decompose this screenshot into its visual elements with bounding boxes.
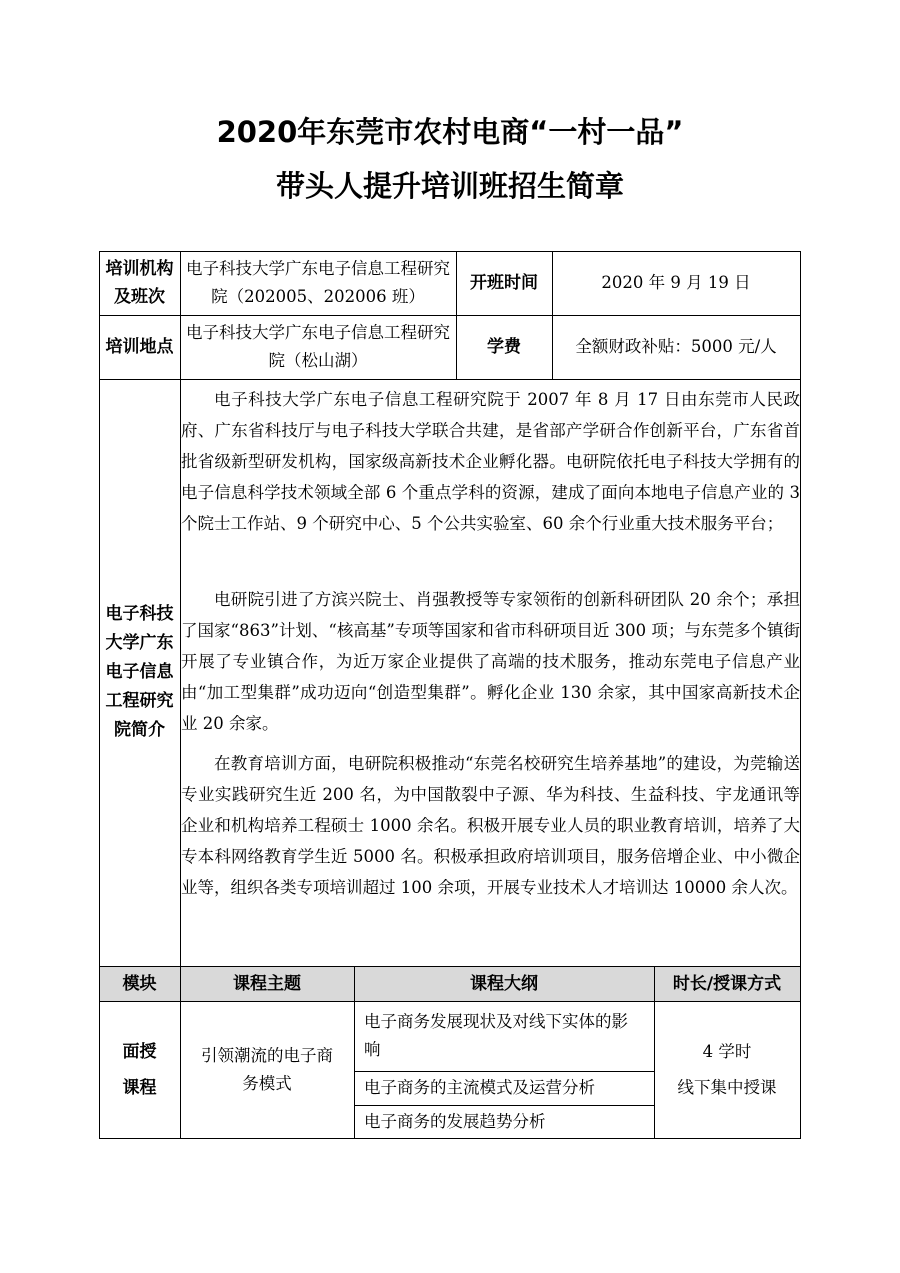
module-cell: 面授课程 bbox=[122, 1041, 157, 1098]
start-time-value: 2020 年 9 月 19 日 bbox=[601, 273, 751, 292]
border-outline-1 bbox=[354, 1071, 654, 1072]
intro-label: 电子科技大学广东电子信息工程研究院简介 bbox=[105, 604, 174, 740]
topic-cell: 引领潮流的电子商务模式 bbox=[201, 1045, 333, 1093]
location-label: 培训地点 bbox=[105, 337, 174, 357]
border-col2-course bbox=[354, 966, 355, 1139]
border-left bbox=[99, 251, 100, 1139]
header-outline: 课程大纲 bbox=[470, 973, 538, 994]
border-intro bbox=[99, 966, 801, 967]
border-col3-course bbox=[654, 966, 655, 1139]
border-row2 bbox=[99, 379, 801, 380]
duration-cell bbox=[654, 1001, 800, 1138]
header-module: 模块 bbox=[122, 973, 157, 994]
border-col1 bbox=[180, 251, 181, 1139]
border-row1 bbox=[99, 315, 801, 316]
outline-item-3: 电子商务的发展趋势分析 bbox=[364, 1111, 546, 1131]
intro-paragraph-2: 电研院引进了方滨兴院士、肖强教授等专家领衔的创新科研团队 20 余个；承担了国家“863”计划、“核高基”专项等国家和省市科研项目近 300 项；与东莞多个镇街开展了专业镇合作，为近万家企业提供了高端的技术服务，推动东莞电子信息产业由“加工型集群”成功迈向“创造型集群”。孵化企业 130 余家，其中国家高新技术企业 20 余家。 bbox=[181, 590, 800, 733]
border-col2-info bbox=[456, 251, 457, 379]
title-line-2: 带头人提升培训班招生简章 bbox=[275, 169, 624, 203]
institution-label: 培训机构及班次 bbox=[105, 259, 174, 307]
border-outline-2 bbox=[354, 1105, 654, 1106]
location-value: 电子科技大学广东电子信息工程研究院（松山湖） bbox=[186, 323, 450, 370]
fee-label: 学费 bbox=[487, 337, 521, 357]
outline-item-2: 电子商务的主流模式及运营分析 bbox=[364, 1078, 595, 1097]
border-top bbox=[99, 251, 801, 252]
fee-value: 全额财政补贴：5000 元/人 bbox=[575, 337, 777, 356]
border-bottom bbox=[99, 1138, 801, 1139]
border-col3-info bbox=[552, 251, 553, 379]
intro-paragraph-3: 在教育培训方面，电研院积极推动“东莞名校研究生培养基地”的建设，为莞输送专业实践研究生近 200 名，为中国散裂中子源、华为科技、生益科技、宇龙通讯等企业和机构培养工程硕士 1000 余名。积极开展专业人员的职业教育培训，培养了大专本科网络教育学生近 5000 名。积极承担政府培训项目，服务倍增企业、中小微企业等，组织各类专项培训超过 100 余项，开展专业技术人才培训达 10000 余人次。 bbox=[181, 754, 800, 897]
outline-item-1: 电子商务发展现状及对线下实体的影响 bbox=[364, 1012, 628, 1059]
title-line-1: 2020年东莞市农村电商“一村一品” bbox=[216, 115, 684, 149]
border-header bbox=[99, 1001, 801, 1002]
institution-value: 电子科技大学广东电子信息工程研究院（202005、202006 班） bbox=[186, 259, 450, 306]
header-duration: 时长/授课方式 bbox=[672, 973, 782, 994]
start-time-label: 开班时间 bbox=[470, 273, 538, 293]
duration-method: 线下集中授课 bbox=[677, 1077, 777, 1097]
border-right bbox=[800, 251, 801, 1139]
header-topic: 课程主题 bbox=[233, 973, 301, 994]
intro-paragraph-1: 电子科技大学广东电子信息工程研究院于 2007 年 8 月 17 日由东莞市人民政府、广东省科技厅与电子科技大学联合共建，是省部产学研合作创新平台，广东省首批省级新型研发机构，国家级高新技术企业孵化器。电研院依托电子科技大学拥有的电子信息科学技术领域全部 6 个重点学科的资源，建成了面向本地电子信息产业的 3 个院士工作站、9 个研究中心、5 个公共实验室、60 余个行业重大技术服务平台； bbox=[181, 390, 800, 533]
duration-hours: 4 学时 bbox=[702, 1041, 752, 1061]
